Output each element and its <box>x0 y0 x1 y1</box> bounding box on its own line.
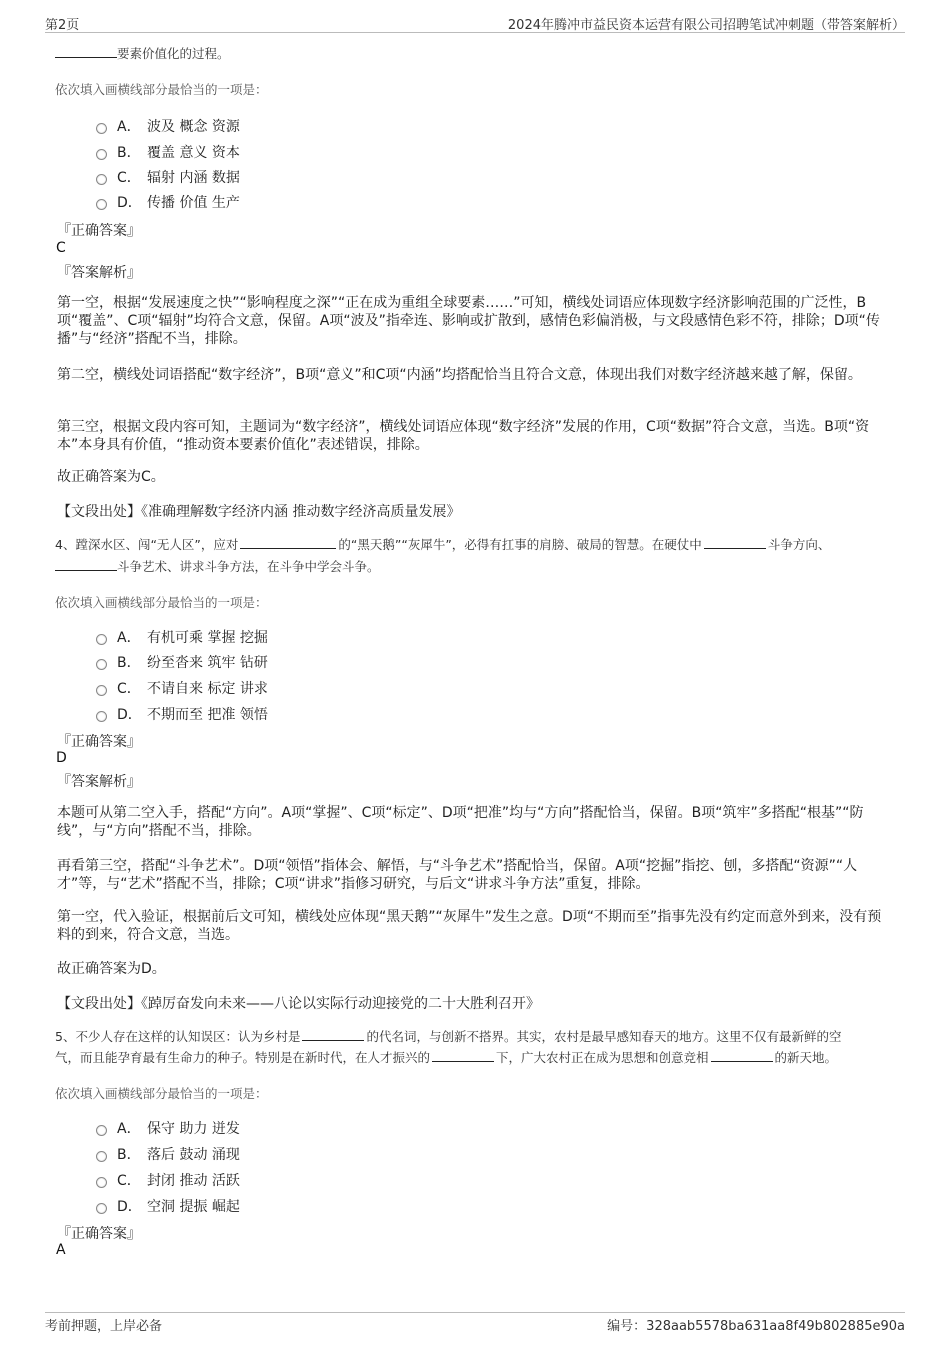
answer-blank <box>55 45 117 58</box>
radio-icon[interactable] <box>96 685 107 696</box>
radio-icon[interactable] <box>96 1125 107 1136</box>
analysis-paragraph: 第一空，根据“发展速度之快”“影响程度之深”“正在成为重组全球要素……”可知，横线处词语应体现数字经济影响范围的广泛性，B项“覆盖”、C项“辐射”均符合文意，保留。A项“波及”指牵连、影响或扩散到，感情色彩偏消极，与文段感情色彩不符，排除；D项“传播”与“经济”搭配不当，排除。 <box>57 295 880 347</box>
question-stem-line2: 气，而且能孕育最有生命力的种子。特别是在新时代，在人才振兴的 下，广大农村正在成为思想和创意竞相 的新天地。 <box>55 1050 838 1065</box>
correct-answer-value: A <box>56 1242 66 1258</box>
option-b[interactable]: B． 纷至沓来 筑牢 钻研 <box>96 652 268 672</box>
analysis-paragraph: 第二空，横线处词语搭配“数字经济”，B项“意义”和C项“内涵”均搭配恰当且符合文意，体现出我们对数字经济越来越了解，保留。 <box>57 367 862 383</box>
analysis-paragraph: 再看第三空，搭配“斗争艺术”。D项“领悟”指体会、解悟，与“斗争艺术”搭配恰当，保留。A项“挖掘”指挖、刨，多搭配“资源”“人才”等，与“艺术”搭配不当，排除；C项“讲求”指修习研究，与后文“讲求斗争方法”重复，排除。 <box>57 858 858 892</box>
page-footer <box>45 1312 905 1334</box>
question-stem: 5、不少人存在这样的认知误区：认为乡村是 的代名词，与创新不搭界。其实，农村是最早感知春天的地方。这里不仅有最新鲜的空 <box>55 1029 842 1044</box>
radio-icon[interactable] <box>96 199 107 210</box>
radio-icon[interactable] <box>96 711 107 722</box>
page-header <box>45 14 905 33</box>
correct-answer-value: C <box>56 240 66 256</box>
radio-icon[interactable] <box>96 123 107 134</box>
document-title: 2024年腾冲市益民资本运营有限公司招聘笔试冲刺题（带答案解析） <box>507 18 905 33</box>
question-fragment: 要素价值化的过程。 <box>55 43 230 65</box>
option-b[interactable]: B． 覆盖 意义 资本 <box>96 142 240 162</box>
question-stem: 4、蹚深水区、闯“无人区”，应对 的“黑天鹅”“灰犀牛”，必得有扛事的肩膀、破局的智慧。在硬仗中 斗争方向、 <box>55 537 831 552</box>
option-d[interactable]: D． 传播 价值 生产 <box>96 192 240 212</box>
analysis-label: 『答案解析』 <box>57 265 141 281</box>
footer-slogan: 考前押题，上岸必备 <box>45 1319 163 1334</box>
analysis-label: 『答案解析』 <box>57 774 141 790</box>
document-code: 编号：328aab5578ba631aa8f49b802885e90a <box>607 1319 905 1334</box>
answer-blank <box>711 1049 773 1062</box>
correct-answer-label: 『正确答案』 <box>57 734 141 750</box>
option-a[interactable]: A． 有机可乘 掌握 挖掘 <box>96 627 268 647</box>
instruction-text: 依次填入画横线部分最恰当的一项是： <box>55 82 268 97</box>
analysis-paragraph: 第一空，代入验证，根据前后文可知，横线处应体现“黑天鹅”“灰犀牛”发生之意。D项“不期而至”指事先没有约定而意外到来，没有预料的到来，符合文意，当选。 <box>57 909 882 943</box>
option-c[interactable]: C． 辐射 内涵 数据 <box>96 167 240 187</box>
option-d[interactable]: D． 不期而至 把准 领悟 <box>96 704 268 724</box>
source-citation: 【文段出处】《踔厉奋发向未来——八论以实际行动迎接党的二十大胜利召开》 <box>57 996 540 1012</box>
analysis-conclusion: 故正确答案为D。 <box>57 961 166 977</box>
radio-icon[interactable] <box>96 634 107 645</box>
radio-icon[interactable] <box>96 1203 107 1214</box>
radio-icon[interactable] <box>96 149 107 160</box>
option-c[interactable]: C． 封闭 推动 活跃 <box>96 1170 240 1190</box>
analysis-paragraph: 本题可从第二空入手，搭配“方向”。A项“掌握”、C项“标定”、D项“把准”均与“方向”搭配恰当，保留。B项“筑牢”多搭配“根基”“防线”，与“方向”搭配不当，排除。 <box>57 805 864 839</box>
correct-answer-label: 『正确答案』 <box>57 1226 141 1242</box>
answer-blank <box>240 536 336 549</box>
option-b[interactable]: B． 落后 鼓动 涌现 <box>96 1144 240 1164</box>
instruction-text: 依次填入画横线部分最恰当的一项是： <box>55 1086 268 1101</box>
answer-blank <box>432 1049 494 1062</box>
radio-icon[interactable] <box>96 174 107 185</box>
radio-icon[interactable] <box>96 1151 107 1162</box>
instruction-text: 依次填入画横线部分最恰当的一项是： <box>55 595 268 610</box>
answer-blank <box>55 558 117 571</box>
correct-answer-value: D <box>56 750 67 766</box>
option-d[interactable]: D． 空洞 提振 崛起 <box>96 1196 240 1216</box>
answer-blank <box>704 536 766 549</box>
radio-icon[interactable] <box>96 659 107 670</box>
correct-answer-label: 『正确答案』 <box>57 223 141 239</box>
option-a[interactable]: A． 保守 助力 迸发 <box>96 1118 240 1138</box>
answer-blank <box>302 1028 364 1041</box>
analysis-paragraph: 第三空，根据文段内容可知，主题词为“数字经济”，横线处词语应体现“数字经济”发展的作用，C项“数据”符合文意，当选。B项“资本”本身具有价值，“推动资本要素价值化”表述错误，排除。 <box>57 419 870 453</box>
option-c[interactable]: C． 不请自来 标定 讲求 <box>96 678 268 698</box>
analysis-conclusion: 故正确答案为C。 <box>57 469 165 485</box>
option-a[interactable]: A． 波及 概念 资源 <box>96 116 240 136</box>
radio-icon[interactable] <box>96 1177 107 1188</box>
page-number: 第2页 <box>45 18 80 33</box>
question-stem-line2: 斗争艺术、讲求斗争方法，在斗争中学会斗争。 <box>55 556 380 578</box>
source-citation: 【文段出处】《准确理解数字经济内涵 推动数字经济高质量发展》 <box>57 504 461 520</box>
